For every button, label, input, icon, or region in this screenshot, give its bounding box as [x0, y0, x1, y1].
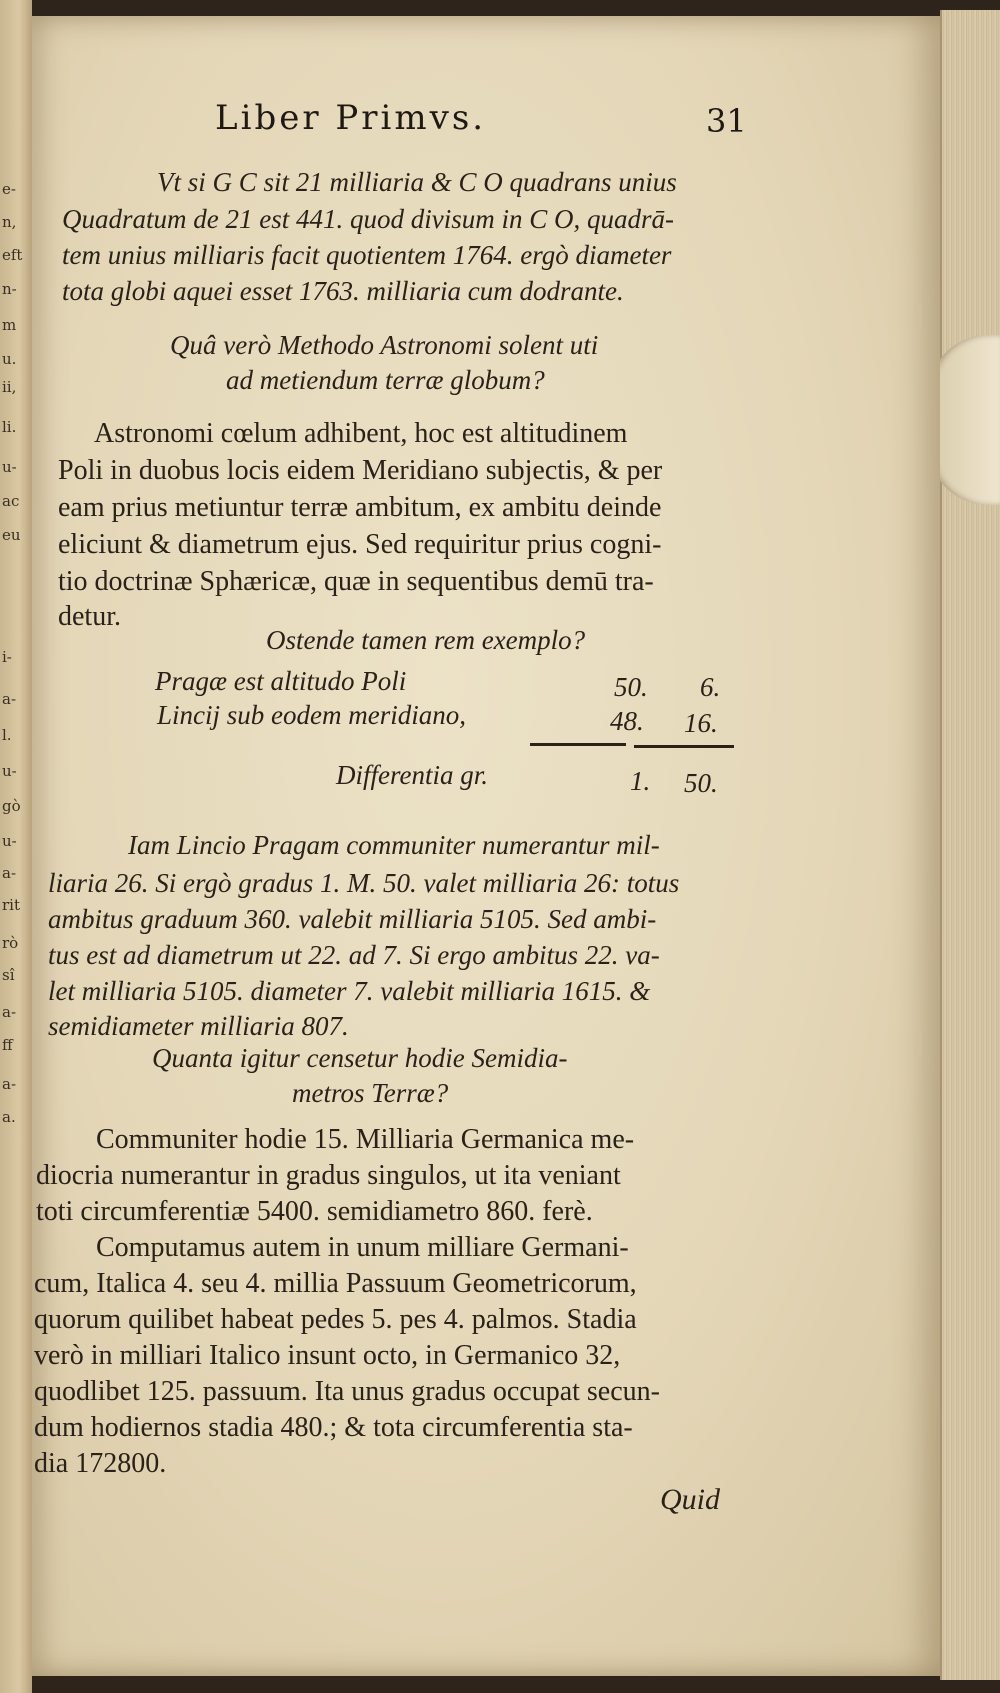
- para2-line: Iam Lincio Pragam communiter numerantur mil-: [128, 830, 660, 860]
- table-cell-minutes: 16.: [684, 708, 718, 738]
- prev-fragment: u-: [2, 762, 17, 780]
- question-heading: ad metiendum terræ globum?: [226, 365, 545, 395]
- answer3-line: dum hodiernos stadia 480.; & tota circumferentia sta-: [34, 1412, 633, 1443]
- table-cell-minutes: 6.: [700, 672, 721, 702]
- answer1-line: detur.: [58, 601, 121, 632]
- prev-fragment: rò: [2, 934, 19, 952]
- answer3-line: verò in milliari Italico insunt octo, in Germanico 32,: [34, 1340, 621, 1371]
- table-sum-rule: [530, 743, 626, 746]
- answer1-line: Poli in duobus locis eidem Meridiano subjectis, & per: [58, 455, 663, 486]
- prev-fragment: a.: [2, 1108, 16, 1126]
- table-total-label: Differentia gr.: [336, 760, 488, 790]
- para2-line: let milliaria 5105. diameter 7. valebit milliaria 1615. &: [48, 976, 651, 1006]
- prev-fragment: eu: [2, 526, 21, 544]
- answer3-line: toti circumferentiæ 5400. semidiametro 860. ferè.: [36, 1196, 593, 1227]
- para2-line: liaria 26. Si ergò gradus 1. M. 50. valet milliaria 26: totus: [48, 868, 680, 898]
- previous-page-edge: [0, 0, 32, 1693]
- para1-line: Quadratum de 21 est 441. quod divisum in C O, quadrā-: [62, 204, 674, 234]
- answer3-line: cum, Italica 4. seu 4. millia Passuum Geometricorum,: [34, 1268, 637, 1299]
- para2-line: ambitus graduum 360. valebit milliaria 5105. Sed ambi-: [48, 904, 657, 934]
- page-block-edge: [940, 10, 1000, 1680]
- prev-fragment: i-: [2, 648, 12, 666]
- table-total-degrees: 1.: [630, 766, 651, 796]
- prev-fragment: eft: [2, 246, 23, 264]
- question-heading: Quanta igitur censetur hodie Semidia-: [152, 1043, 568, 1073]
- answer1-line: tio doctrinæ Sphæricæ, quæ in sequentibus demū tra-: [58, 566, 654, 597]
- question-heading: Ostende tamen rem exemplo?: [266, 625, 586, 655]
- table-cell-degrees: 50.: [614, 672, 648, 702]
- prev-fragment: ac: [2, 492, 20, 510]
- running-head: Liber Primvs.: [215, 98, 487, 138]
- prev-fragment: u-: [2, 832, 17, 850]
- table-row-label: Pragæ est altitudo Poli: [155, 666, 407, 696]
- table-row-label: Lincij sub eodem meridiano,: [157, 700, 466, 730]
- table-cell-degrees: 48.: [610, 706, 644, 736]
- para1-line: tem unius milliaris facit quotientem 1764. ergò diameter: [62, 240, 672, 270]
- prev-fragment: n,: [2, 213, 17, 231]
- prev-fragment: a-: [2, 1075, 17, 1093]
- table-sum-rule: [634, 745, 734, 748]
- question-heading: Quâ verò Methodo Astronomi solent uti: [170, 330, 599, 360]
- answer3-line: quodlibet 125. passuum. Ita unus gradus occupat secun-: [34, 1376, 660, 1407]
- prev-fragment: l.: [2, 726, 12, 744]
- prev-fragment: a-: [2, 690, 17, 708]
- question-heading: metros Terræ?: [292, 1078, 449, 1108]
- answer3-line: diocria numerantur in gradus singulos, ut ita veniant: [36, 1160, 621, 1191]
- prev-fragment: a-: [2, 864, 17, 882]
- page-number: 31: [706, 102, 747, 140]
- prev-fragment: rit: [2, 896, 20, 914]
- prev-fragment: li.: [2, 418, 17, 436]
- para1-line: tota globi aquei esset 1763. milliaria cum dodrante.: [62, 276, 624, 306]
- para2-line: tus est ad diametrum ut 22. ad 7. Si ergo ambitus 22. va-: [48, 940, 660, 970]
- prev-fragment: u.: [2, 350, 17, 368]
- para1-line: Vt si G C sit 21 milliaria & C O quadrans unius: [157, 167, 677, 197]
- prev-fragment: gò: [2, 797, 21, 815]
- prev-fragment: m: [2, 316, 17, 334]
- catchword: Quid: [660, 1483, 720, 1516]
- prev-fragment: ii,: [2, 378, 17, 396]
- answer1-line: eliciunt & diametrum ejus. Sed requiritur prius cogni-: [58, 529, 662, 560]
- answer3-line: Computamus autem in unum milliare Germani-: [96, 1232, 629, 1263]
- answer3-line: Communiter hodie 15. Milliaria Germanica me-: [96, 1124, 635, 1155]
- prev-fragment: n-: [2, 280, 17, 298]
- table-total-minutes: 50.: [684, 768, 718, 798]
- answer1-line: eam prius metiuntur terræ ambitum, ex ambitu deinde: [58, 492, 662, 523]
- answer3-line: dia 172800.: [34, 1448, 167, 1479]
- para2-line: semidiameter milliaria 807.: [48, 1011, 349, 1041]
- prev-fragment: a-: [2, 1003, 17, 1021]
- prev-fragment: ff: [2, 1036, 13, 1054]
- answer3-line: quorum quilibet habeat pedes 5. pes 4. palmos. Stadia: [34, 1304, 637, 1335]
- prev-fragment: e-: [2, 180, 16, 198]
- prev-fragment: u-: [2, 458, 17, 476]
- prev-fragment: sî: [2, 966, 15, 984]
- answer1-line: Astronomi cœlum adhibent, hoc est altitudinem: [94, 418, 628, 449]
